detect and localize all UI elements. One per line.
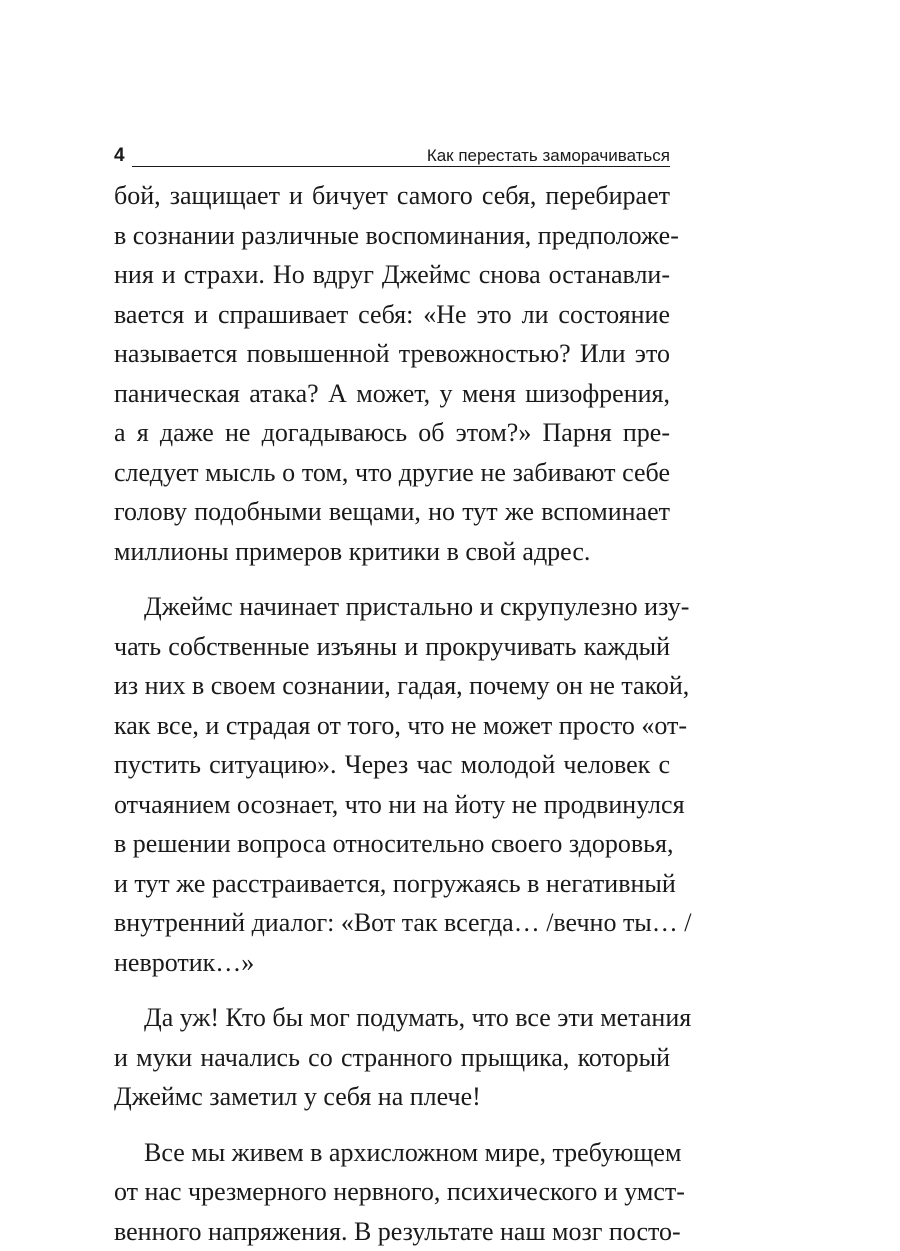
text-line: как все, и страдая от того, что не может просто «от-: [114, 706, 670, 746]
book-title: Как перестать заморачиваться: [427, 144, 670, 168]
running-head: [114, 144, 670, 168]
text-line: Все мы живем в архисложном мире, требующем: [114, 1133, 670, 1173]
text-line: пустить ситуацию». Через час молодой человек с: [114, 745, 670, 785]
text-line: бой, защищает и бичует самого себя, перебирает: [114, 176, 670, 216]
text-line: внутренний диалог: «Вот так всегда… /вечно ты… /: [114, 903, 670, 943]
text-line: миллионы примеров критики в свой адрес.: [114, 532, 670, 572]
text-line: в решении вопроса относительно своего здоровья,: [114, 824, 670, 864]
text-line: Джеймс начинает пристально и скрупулезно изу-: [114, 587, 670, 627]
text-line: следует мысль о том, что другие не забивают себе: [114, 453, 670, 493]
text-line: венного напряжения. В результате наш мозг посто-: [114, 1212, 670, 1251]
paragraph: [114, 176, 670, 571]
text-line: невротик…»: [114, 943, 670, 983]
paragraph: [114, 1133, 670, 1251]
paragraph: [114, 998, 670, 1117]
text-line: чать собственные изъяны и прокручивать каждый: [114, 627, 670, 667]
text-line: называется повышенной тревожностью? Или это: [114, 334, 670, 374]
text-line: ния и страхи. Но вдруг Джеймс снова останавли-: [114, 255, 670, 295]
text-line: а я даже не догадываюсь об этом?» Парня пре-: [114, 413, 670, 453]
text-line: в сознании различные воспоминания, предположе-: [114, 216, 670, 256]
text-line: от нас чрезмерного нервного, психического и умст-: [114, 1172, 670, 1212]
text-line: и тут же расстраивается, погружаясь в негативный: [114, 864, 670, 904]
page-number: 4: [114, 144, 125, 168]
text-line: отчаянием осознает, что ни на йоту не продвинулся: [114, 785, 670, 825]
paragraph: [114, 587, 670, 982]
text-line: вается и спрашивает себя: «Не это ли состояние: [114, 295, 670, 335]
header-rule: [132, 166, 670, 167]
text-line: паническая атака? А может, у меня шизофрения,: [114, 374, 670, 414]
text-line: Джеймс заметил у себя на плече!: [114, 1077, 670, 1117]
text-line: из них в своем сознании, гадая, почему он не такой,: [114, 666, 670, 706]
body-text: [114, 176, 670, 1251]
text-line: голову подобными вещами, но тут же вспоминает: [114, 492, 670, 532]
text-line: и муки начались со странного прыщика, который: [114, 1038, 670, 1078]
text-line: Да уж! Кто бы мог подумать, что все эти метания: [114, 998, 670, 1038]
